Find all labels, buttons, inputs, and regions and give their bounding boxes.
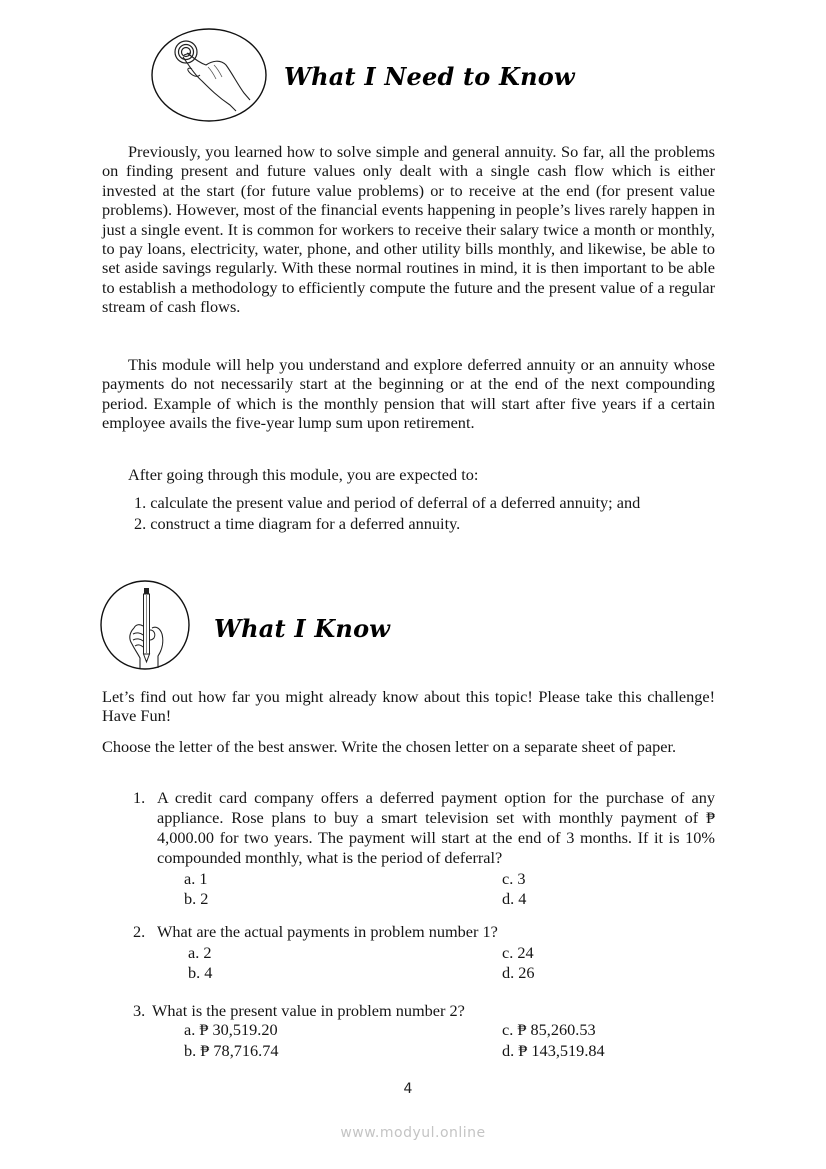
option-a: a. 2	[188, 943, 212, 962]
objectives-intro: After going through this module, you are expected to:	[128, 465, 479, 484]
option-d: d. 26	[502, 963, 535, 982]
question-number: 1.	[133, 788, 146, 807]
question-text: What is the present value in problem number 2?	[152, 1001, 465, 1020]
module-description-paragraph: This module will help you understand and explore deferred annuity or an annuity whose payments do not necessarily start at the beginning or at the end of the next compounding period. Example of which is the monthly pension that will start after five years if a certain employee avails the five-year lump sum upon retirement.	[102, 355, 715, 433]
need-to-know-header	[284, 62, 575, 91]
hand-holding-pencil-icon	[100, 580, 190, 670]
section-title-need-to-know: What I Need to Know	[284, 62, 575, 91]
need-to-know-icon-wrap	[150, 27, 268, 123]
option-a: a. 1	[184, 869, 208, 888]
option-b: b. ₱ 78,716.74	[184, 1041, 279, 1060]
option-b: b. 4	[188, 963, 213, 982]
what-i-know-icon-wrap	[100, 580, 190, 670]
section-title-what-i-know: What I Know	[214, 614, 391, 643]
what-i-know-intro: Let’s find out how far you might already know about this topic! Please take this challenge! Have Fun!	[102, 687, 715, 726]
objective-item: 2. construct a time diagram for a deferred annuity.	[134, 514, 461, 533]
option-b: b. 2	[184, 889, 209, 908]
option-a: a. ₱ 30,519.20	[184, 1020, 278, 1039]
question-number: 3.	[133, 1001, 146, 1020]
option-c: c. ₱ 85,260.53	[502, 1020, 596, 1039]
hand-pointing-touch-icon	[150, 27, 268, 123]
option-c: c. 3	[502, 869, 526, 888]
intro-paragraph: Previously, you learned how to solve simple and general annuity. So far, all the problems on finding present and future values only dealt with a single cash flow which is either invested at the start (for future value problems) or to receive at the end (for present value problems). However, most of the financial events happening in people’s lives rarely happen in just a single event. It is common for workers to receive their salary twice a month or monthly, to pay loans, electricity, water, phone, and other utility bills monthly, and likewise, be able to set aside savings regularly. With these normal routines in mind, it is then important to be able to establish a methodology to efficiently compute the future and the present value of a regular stream of cash flows.	[102, 142, 715, 317]
what-i-know-header	[214, 614, 390, 643]
option-c: c. 24	[502, 943, 534, 962]
option-d: d. 4	[502, 889, 527, 908]
question-text: A credit card company offers a deferred payment option for the purchase of any appliance. Rose plans to buy a smart television set with monthly payment of ₱ 4,000.00 for two years. The payment will start at the end of 3 months. If it is 10% compounded monthly, what is the period of deferral?	[157, 788, 715, 867]
watermark: www.modyul.online	[340, 1125, 486, 1141]
question-number: 2.	[133, 922, 146, 941]
instructions: Choose the letter of the best answer. Write the chosen letter on a separate sheet of paper.	[102, 737, 677, 756]
option-d: d. ₱ 143,519.84	[502, 1041, 605, 1060]
objective-item: 1. calculate the present value and period of deferral of a deferred annuity; and	[134, 493, 641, 512]
page-number: 4	[403, 1081, 413, 1097]
question-text: What are the actual payments in problem number 1?	[157, 922, 498, 941]
